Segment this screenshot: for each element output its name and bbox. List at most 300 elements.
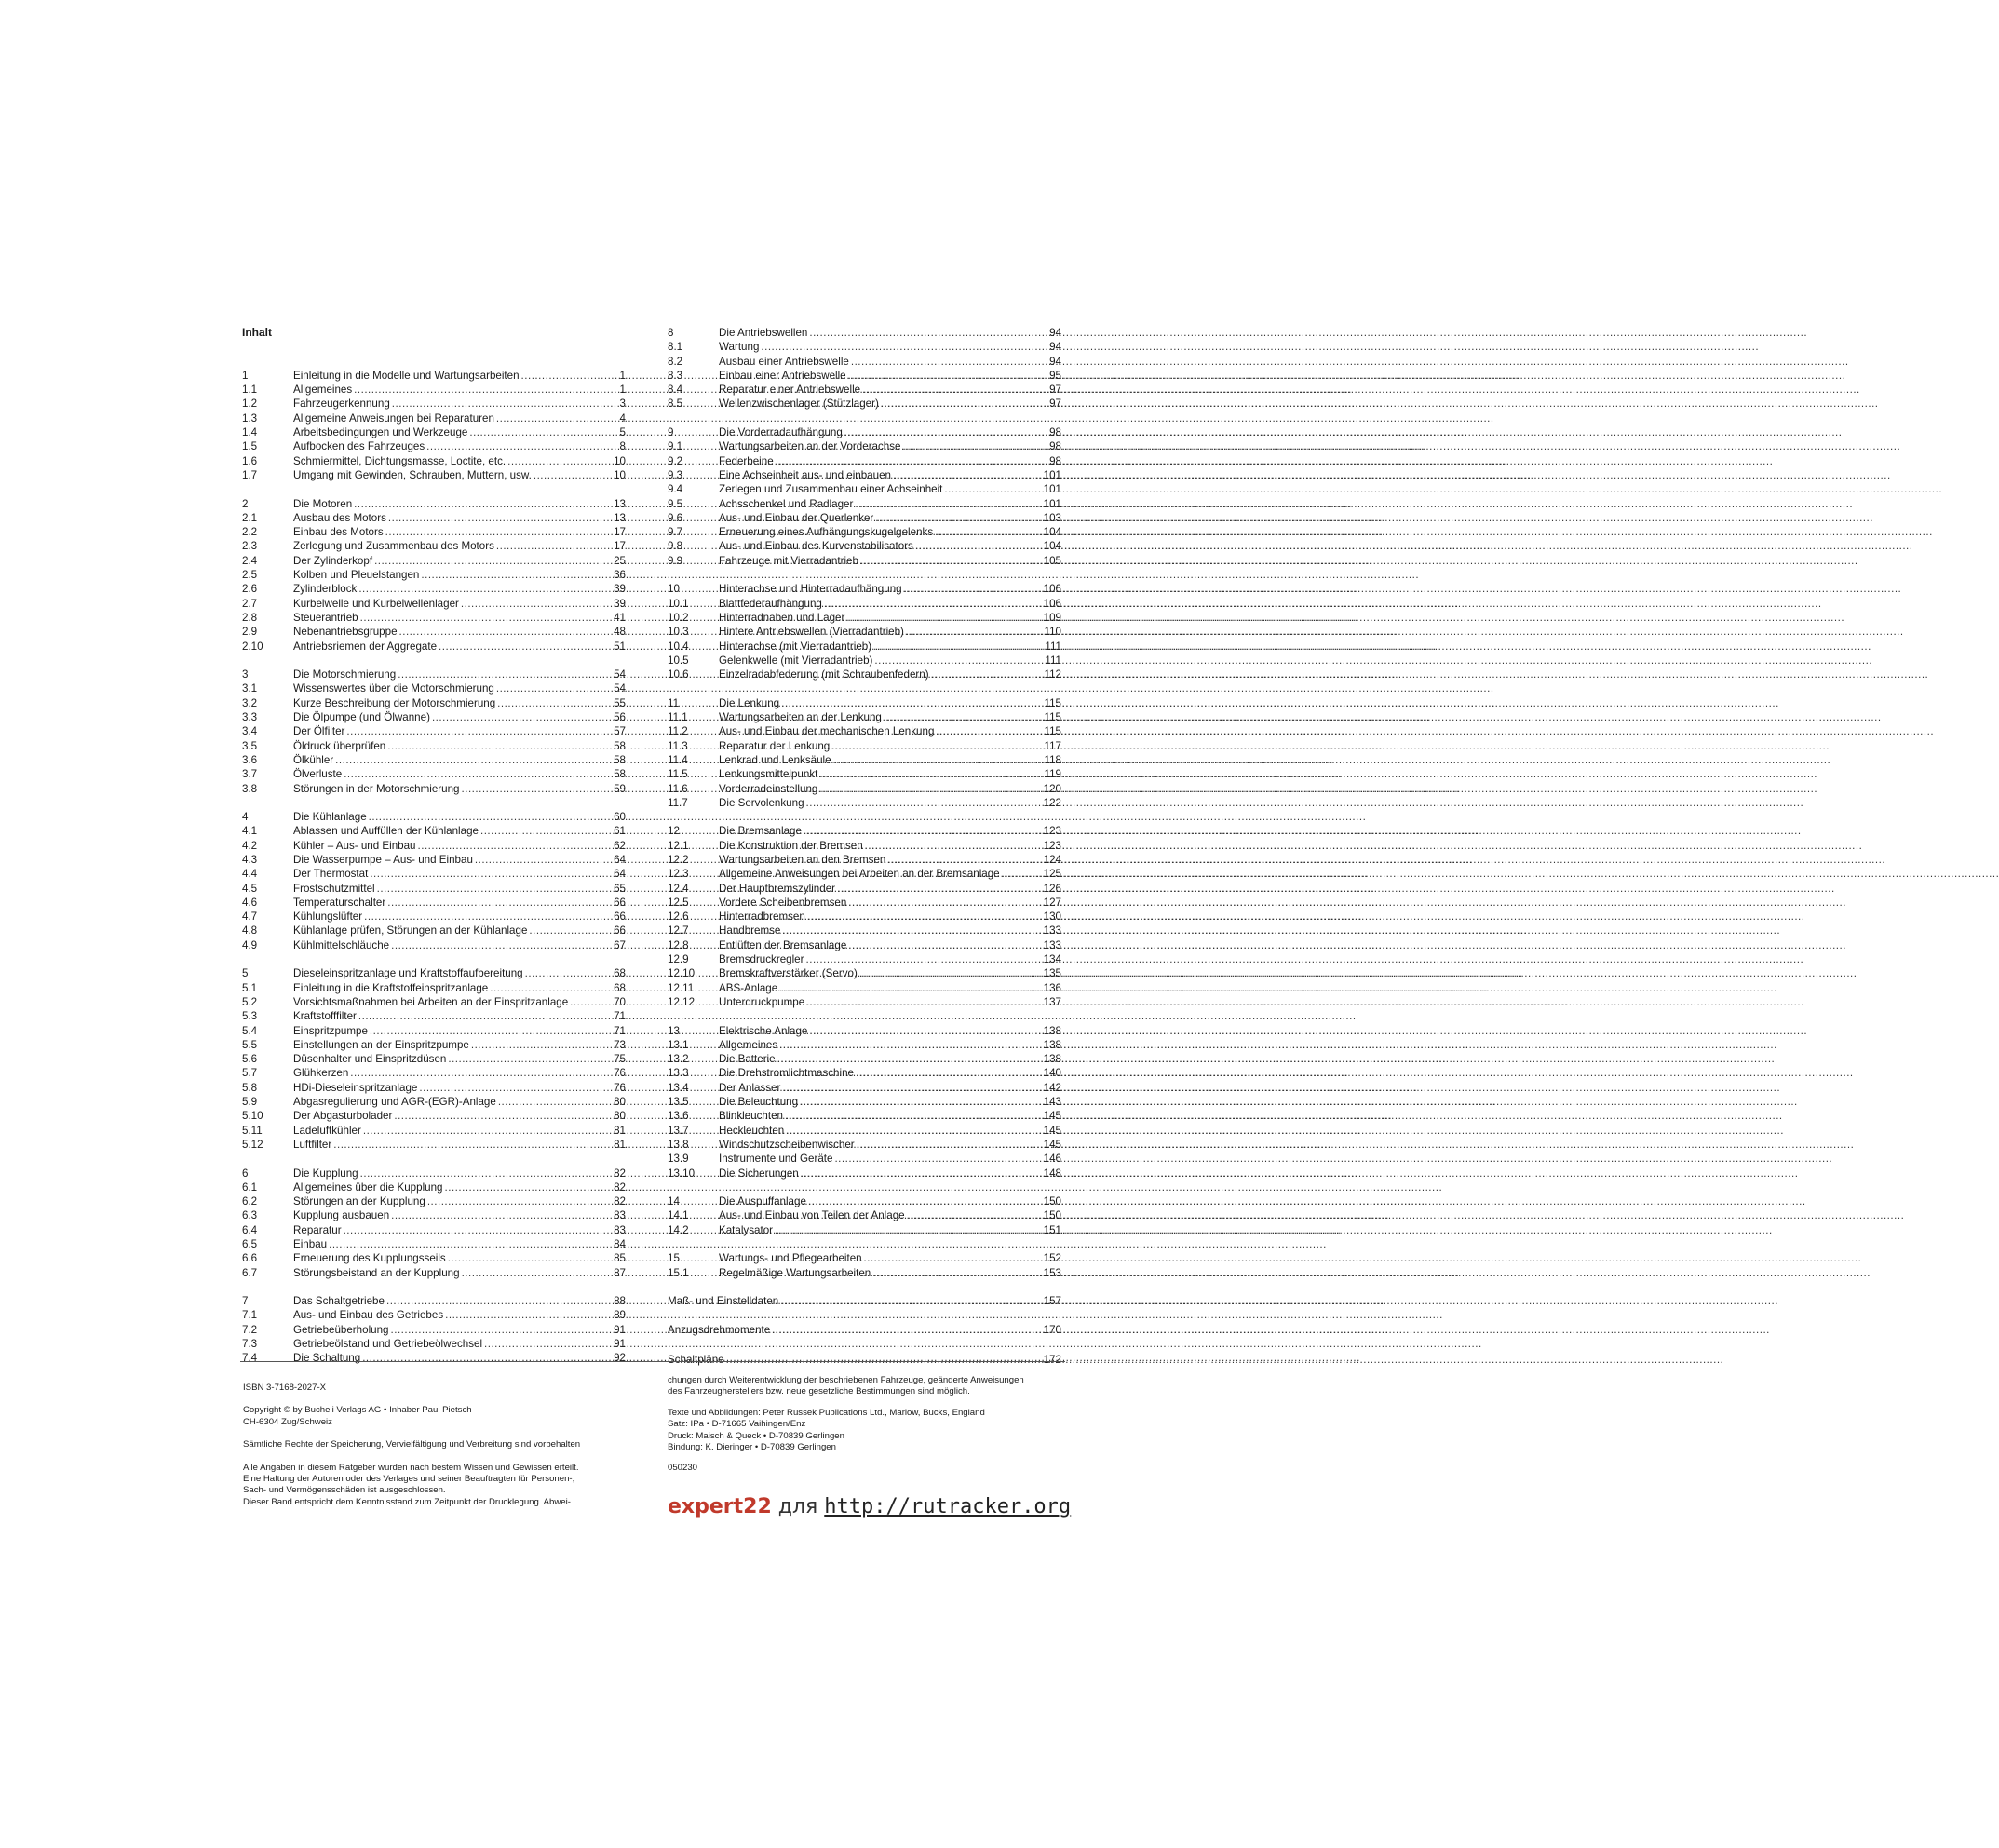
toc-entry-page: 94	[1049, 341, 1061, 354]
toc-entry	[242, 782, 626, 796]
toc-chapter	[242, 668, 626, 796]
toc-dot-leader	[872, 1266, 1041, 1280]
imprint-paragraph: ISBN 3-7168-2027-X	[243, 1383, 327, 1393]
toc-entry-page: 66	[614, 896, 626, 909]
toc-entry-number: 9.8	[668, 540, 683, 553]
toc-entry-number: 12.2	[668, 853, 689, 866]
toc-entry-title: Der Hauptbremszylinder	[719, 882, 836, 895]
toc-entry	[242, 724, 626, 738]
toc-dot-leader	[497, 696, 607, 710]
toc-entry-title: Die Drehstromlichtmaschine	[719, 1067, 854, 1080]
toc-entry-title: Aus- und Einbau von Teilen der Anlage	[719, 1209, 905, 1222]
toc-entry-page: 82	[614, 1167, 626, 1180]
imprint-left	[243, 1383, 643, 1519]
toc-entry-page: 101	[1043, 497, 1061, 510]
toc-entry-number: 9.5	[668, 497, 683, 510]
toc-entry-title: Ausbau des Motors	[293, 511, 386, 524]
toc-dot-leader	[374, 554, 607, 568]
toc-entry-number: 10.1	[668, 597, 689, 610]
toc-entry-page: 109	[1043, 611, 1061, 624]
toc-entry-number: 13.3	[668, 1067, 689, 1080]
toc-entry-title: Die Konstruktion der Bremsen	[719, 839, 863, 852]
toc-entry-title: Die Bremsanlage	[719, 825, 802, 838]
toc-entry-page: 101	[1043, 483, 1061, 496]
watermark	[668, 1495, 1071, 1518]
toc-dot-leader	[391, 938, 607, 952]
toc-entry-page: 54	[614, 668, 626, 681]
toc-dot-leader	[480, 824, 607, 838]
toc-entry-number: 11.5	[668, 768, 688, 781]
toc-entry	[242, 853, 626, 867]
watermark-brand: expert22	[668, 1495, 772, 1518]
toc-entry-page: 58	[614, 753, 626, 766]
toc-entry-title: Wartungs- und Pflegearbeiten	[719, 1252, 862, 1265]
toc-entry-number: 4.9	[242, 938, 258, 951]
toc-entry-page: 54	[614, 682, 626, 695]
toc-entry-title: Schmiermittel, Dichtungsmasse, Loctite, etc.	[293, 454, 507, 467]
toc-entry-number: 5.9	[242, 1096, 258, 1109]
toc-appendix-entry	[668, 1323, 1061, 1337]
toc-entry	[242, 896, 626, 910]
toc-entry-page: 91	[614, 1338, 626, 1351]
toc-dot-leader	[346, 724, 607, 738]
toc-appendix-entry	[668, 1294, 1061, 1308]
toc-dot-leader	[421, 568, 607, 582]
toc-entry-page: 104	[1043, 540, 1061, 553]
toc-entry-title: Die Kühlanlage	[293, 811, 367, 824]
toc-entry-page: 58	[614, 739, 626, 752]
toc-entry	[242, 938, 626, 952]
toc-entry-title: Ölverluste	[293, 768, 343, 781]
toc-entry	[242, 1109, 626, 1123]
toc-entry	[668, 1052, 1061, 1066]
toc-entry-page: 97	[1049, 398, 1061, 411]
toc-entry-number: 1.1	[242, 384, 258, 397]
toc-dot-leader	[484, 1337, 607, 1351]
toc-entry-page: 83	[614, 1209, 626, 1222]
toc-entry-title: Instrumente und Geräte	[719, 1153, 833, 1166]
toc-dot-leader	[398, 668, 607, 681]
toc-entry-number: 5.8	[242, 1081, 258, 1094]
toc-entry-number: 9.6	[668, 511, 683, 524]
toc-entry-number: 6.4	[242, 1223, 258, 1236]
toc-entry-number: 2.6	[242, 583, 258, 596]
toc-entry-title: Die Schaltung	[293, 1352, 361, 1365]
toc-entry-title: Wartungsarbeiten an der Lenkung	[719, 711, 882, 724]
toc-entry-title: Blinkleuchten	[719, 1110, 783, 1123]
toc-entry-title: Vorderradeinstellung	[719, 782, 818, 795]
toc-entry-title: Einbau einer Antriebswelle	[719, 369, 846, 382]
toc-dot-leader	[498, 1095, 607, 1109]
toc-appendix-list	[668, 1294, 1061, 1367]
toc-entry	[242, 981, 626, 995]
toc-entry-number: 8.1	[668, 341, 683, 354]
toc-entry-title: Entlüften der Bremsanlage	[719, 938, 847, 951]
toc-entry-number: 6.1	[242, 1180, 258, 1194]
toc-dot-leader	[354, 497, 607, 511]
toc-entry-number: 7	[242, 1295, 249, 1308]
toc-entry-page: 25	[614, 554, 626, 567]
toc-dot-leader	[848, 938, 1041, 952]
toc-dot-leader	[529, 924, 607, 937]
toc-entry-number: 9.3	[668, 468, 683, 481]
toc-dot-leader	[329, 1237, 607, 1251]
toc-dot-leader	[848, 369, 1043, 383]
toc-dot-leader	[471, 1038, 607, 1052]
toc-entry-page: 64	[614, 868, 626, 881]
toc-entry-page: 150	[1043, 1195, 1061, 1208]
toc-entry-title: Erneuerung eines Aufhängungskugelgelenks	[719, 526, 934, 539]
toc-dot-leader	[844, 425, 1043, 439]
toc-entry	[242, 1038, 626, 1052]
toc-entry-number: 13.6	[668, 1110, 689, 1123]
toc-entry-number: 3.7	[242, 768, 258, 781]
toc-entry-page: 112	[1044, 668, 1061, 681]
toc-entry-title: Fahrzeuge mit Vierradantrieb	[719, 554, 858, 567]
toc-dot-leader	[360, 1167, 607, 1180]
toc-entry-page: 140	[1043, 1067, 1061, 1080]
toc-entry	[668, 439, 1061, 453]
toc-entry-number: 12.4	[668, 882, 689, 895]
toc-entry-title: Erneuerung des Kupplungsseils	[293, 1252, 446, 1265]
toc-entry-number: 1.6	[242, 454, 258, 467]
toc-entry	[668, 611, 1061, 625]
toc-entry	[242, 839, 626, 853]
toc-entry-page: 115	[1044, 696, 1061, 709]
toc-entry-number: 12.9	[668, 953, 689, 966]
toc-dot-leader	[834, 1152, 1041, 1166]
toc-entry-page: 48	[614, 626, 626, 639]
toc-entry-page: 123	[1043, 825, 1061, 838]
toc-entry	[242, 1009, 626, 1023]
toc-entry-title: Einbau	[293, 1238, 328, 1250]
toc-dot-leader	[831, 739, 1042, 753]
toc-dot-leader	[806, 995, 1042, 1009]
toc-entry-title: Kraftstofffilter	[293, 1010, 357, 1023]
toc-entry-title: Aus- und Einbau der Querlenker	[719, 511, 874, 524]
toc-entry	[668, 640, 1061, 654]
toc-title: Inhalt	[242, 326, 272, 339]
toc-entry	[242, 966, 626, 980]
toc-entry-number: 14	[668, 1195, 680, 1208]
toc-chapter	[242, 1167, 626, 1280]
toc-entry-number: 6.7	[242, 1266, 258, 1279]
toc-entry-title: Einspritzpumpe	[293, 1024, 368, 1037]
toc-dot-leader	[344, 1223, 607, 1237]
toc-dot-leader	[936, 724, 1042, 738]
toc-dot-leader	[857, 1138, 1042, 1152]
toc-entry-title: Aufbocken des Fahrzeuges	[293, 440, 425, 453]
toc-entry-page: 41	[614, 611, 626, 624]
toc-entry-title: Lenkungsmittelpunkt	[719, 768, 818, 781]
toc-entry-page: 10	[614, 468, 626, 481]
toc-entry-title: Ablassen und Auffüllen der Kühlanlage	[293, 825, 479, 838]
toc-dot-leader	[780, 1294, 1041, 1308]
toc-entry-number: 5.2	[242, 995, 258, 1008]
toc-entry-page: 3	[619, 398, 626, 411]
toc-entry-title: Allgemeines über die Kupplung	[293, 1180, 443, 1194]
toc-entry-number: 13.2	[668, 1053, 689, 1066]
toc-entry-title: Windschutzscheibenwischer	[719, 1138, 855, 1151]
toc-entry-title: Die Kupplung	[293, 1167, 358, 1180]
toc-entry-number: 12.6	[668, 911, 689, 924]
toc-entry-page: 137	[1043, 995, 1061, 1008]
toc-dot-leader	[862, 383, 1043, 397]
toc-entry-title: Luftfilter	[293, 1138, 332, 1151]
toc-entry-page: 111	[1045, 654, 1061, 667]
toc-entry	[668, 824, 1061, 838]
toc-entry-page: 87	[614, 1266, 626, 1279]
toc-entry-page: 68	[614, 981, 626, 994]
toc-entry	[668, 767, 1061, 781]
toc-entry	[668, 1167, 1061, 1180]
toc-entry-number: 11.4	[668, 753, 688, 766]
toc-dot-leader	[426, 439, 607, 453]
toc-entry-page: 82	[614, 1195, 626, 1208]
toc-entry	[242, 1251, 626, 1265]
toc-entry-page: 151	[1043, 1223, 1061, 1236]
toc-dot-leader	[944, 482, 1041, 496]
toc-entry-title: Wartungsarbeiten an der Vorderachse	[719, 440, 901, 453]
toc-entry-title: Einstellungen an der Einspritzpumpe	[293, 1038, 469, 1051]
toc-entry-number: 2.9	[242, 626, 258, 639]
toc-entry-number: 8.3	[668, 369, 683, 382]
toc-entry-title: Die Lenkung	[719, 696, 780, 709]
toc-dot-leader	[808, 1194, 1042, 1208]
toc-entry	[242, 1237, 626, 1251]
toc-entry-title: Unterdruckpumpe	[719, 995, 805, 1008]
toc-dot-leader	[903, 439, 1044, 453]
toc-entry-title: Düsenhalter und Einspritzdüsen	[293, 1053, 447, 1066]
toc-entry-number: 1	[242, 369, 249, 382]
toc-dot-leader	[394, 1109, 607, 1123]
toc-entry-number: 6.2	[242, 1195, 258, 1208]
toc-entry-number: 7.1	[242, 1309, 258, 1322]
toc-dot-leader	[369, 810, 607, 824]
toc-dot-leader	[534, 468, 607, 482]
toc-entry-page: 117	[1044, 739, 1061, 752]
toc-entry-number: 13	[668, 1024, 680, 1037]
toc-entry-title: Kühlungslüfter	[293, 911, 363, 924]
toc-entry-number: 1.7	[242, 468, 258, 481]
toc-dot-leader	[851, 355, 1043, 369]
toc-entry-title: Allgemeine Anweisungen bei Arbeiten an der Bremsanlage	[719, 868, 1000, 881]
toc-entry	[668, 910, 1061, 924]
toc-entry-title: Wellenzwischenlager (Stützlager)	[719, 398, 879, 411]
toc-chapter	[668, 425, 1061, 568]
toc-entry	[668, 882, 1061, 896]
toc-entry	[668, 867, 1061, 881]
toc-entry	[668, 497, 1061, 511]
toc-entry-title: Kühler – Aus- und Einbau	[293, 839, 416, 852]
toc-dot-leader	[419, 1081, 607, 1095]
toc-entry-page: 58	[614, 768, 626, 781]
toc-entry-page: 125	[1043, 868, 1061, 881]
toc-entry-page: 106	[1043, 597, 1061, 610]
toc-dot-leader	[824, 597, 1042, 611]
toc-dot-leader	[893, 468, 1042, 482]
toc-entry-number: 13.7	[668, 1124, 689, 1137]
toc-entry-page: 13	[614, 497, 626, 510]
toc-entry-page: 8	[619, 440, 626, 453]
toc-entry	[668, 1138, 1061, 1152]
toc-dot-leader	[363, 1124, 607, 1138]
toc-dot-leader	[856, 1066, 1042, 1080]
toc-entry-number: 5.12	[242, 1138, 263, 1151]
toc-entry-title: Zerlegung und Zusammenbau des Motors	[293, 540, 494, 553]
toc-entry	[242, 640, 626, 654]
toc-entry-page: 81	[614, 1124, 626, 1137]
toc-dot-leader	[521, 369, 607, 383]
toc-entry-number: 4.8	[242, 924, 258, 937]
toc-entry-title: Anzugsdrehmomente	[668, 1324, 771, 1337]
toc-entry	[668, 1095, 1061, 1109]
toc-dot-leader	[904, 582, 1042, 596]
toc-entry	[242, 568, 626, 582]
toc-entry	[668, 782, 1061, 796]
toc-dot-leader	[907, 1208, 1042, 1222]
toc-entry-title: Die Vorderradaufhängung	[719, 426, 843, 439]
toc-entry-number: 4.3	[242, 853, 258, 866]
toc-entry-title: Aus- und Einbau des Kurvenstabilisators	[719, 540, 913, 553]
divider-rule	[240, 1361, 1065, 1362]
toc-entry-number: 5.4	[242, 1024, 258, 1037]
toc-entry-title: Kurbelwelle und Kurbelwellenlager	[293, 597, 459, 610]
toc-entry-title: Die Ölpumpe (und Ölwanne)	[293, 711, 430, 724]
toc-entry-title: Katalysator	[719, 1223, 773, 1236]
toc-dot-leader	[333, 1138, 607, 1152]
toc-entry-number: 9.9	[668, 554, 683, 567]
toc-entry-title: Zylinderblock	[293, 583, 358, 596]
toc-entry-number: 3.3	[242, 711, 258, 724]
toc-entry-title: Allgemeines	[293, 384, 353, 397]
toc-dot-leader	[377, 882, 607, 896]
toc-dot-leader	[475, 853, 607, 867]
toc-dot-leader	[881, 397, 1043, 411]
toc-dot-leader	[418, 839, 608, 853]
toc-entry-title: Einleitung in die Modelle und Wartungsarbeiten	[293, 369, 520, 382]
toc-entry	[668, 511, 1061, 525]
toc-entry-page: 71	[614, 1010, 626, 1023]
watermark-link[interactable]: http://rutracker.org	[824, 1495, 1072, 1518]
toc-entry	[668, 853, 1061, 867]
toc-dot-leader	[776, 454, 1043, 468]
toc-entry-number: 1.4	[242, 426, 258, 439]
toc-entry-number: 1.5	[242, 440, 258, 453]
toc-entry-title: Kupplung ausbauen	[293, 1209, 390, 1222]
toc-entry-title: Allgemeines	[719, 1038, 778, 1051]
toc-entry-title: Arbeitsbedingungen und Werkzeuge	[293, 426, 468, 439]
toc-entry-page: 13	[614, 511, 626, 524]
toc-entry	[668, 839, 1061, 853]
toc-entry	[242, 554, 626, 568]
toc-entry-title: Glühkerzen	[293, 1067, 349, 1080]
toc-entry-number: 5.10	[242, 1110, 263, 1123]
toc-entry-title: Hinterachse und Hinterradaufhängung	[719, 583, 902, 596]
toc-entry-title: Gelenkwelle (mit Vierradantrieb)	[719, 654, 873, 667]
toc-entry-page: 97	[1049, 384, 1061, 397]
toc-entry-title: Zerlegen und Zusammenbau einer Achseinheit	[719, 483, 943, 496]
toc-entry-page: 59	[614, 782, 626, 795]
imprint-paragraph: Texte und Abbildungen: Peter Russek Publications Ltd., Marlow, Bucks, England Satz: IPa • D-71665 Vaihingen/Enz Druck: Maisch & Queck • D-70839 Gerlingen Bindung: K. Dieringer • D-70839 Gerlingen	[668, 1407, 985, 1453]
toc-entry-title: Elektrische Anlage	[719, 1024, 808, 1037]
toc-entry-number: 10	[668, 583, 680, 596]
toc-entry-page: 66	[614, 924, 626, 937]
toc-dot-leader	[833, 753, 1043, 767]
toc-entry-page: 150	[1043, 1209, 1061, 1222]
toc-entry-title: Abgasregulierung und AGR-(EGR)-Anlage	[293, 1096, 496, 1109]
toc-entry	[668, 1024, 1061, 1038]
toc-entry-number: 2.3	[242, 540, 258, 553]
toc-entry-page: 145	[1043, 1110, 1061, 1123]
watermark-middle: для	[771, 1495, 825, 1518]
toc-entry-number: 2	[242, 497, 249, 510]
toc-entry-number: 10.3	[668, 626, 689, 639]
toc-chapter	[668, 1024, 1061, 1180]
toc-dot-leader	[809, 1024, 1041, 1038]
toc-entry-number: 2.8	[242, 611, 258, 624]
toc-entry	[242, 439, 626, 453]
toc-entry	[242, 867, 626, 881]
toc-entry-title: Die Beleuchtung	[719, 1096, 799, 1109]
toc-dot-leader	[399, 625, 607, 639]
toc-entry	[242, 767, 626, 781]
toc-entry-number: 1.3	[242, 411, 258, 425]
toc-entry	[242, 411, 626, 425]
toc-entry-number: 12.5	[668, 896, 689, 909]
toc-dot-leader	[344, 767, 607, 781]
toc-dot-leader	[432, 710, 607, 724]
toc-entry-page: 127	[1043, 896, 1061, 909]
toc-entry-page: 134	[1043, 953, 1061, 966]
toc-entry	[668, 355, 1061, 369]
toc-entry-number: 4.1	[242, 825, 258, 838]
toc-entry-number: 9.2	[668, 454, 683, 467]
toc-entry-title: Hinterradnaben und Lager	[719, 611, 845, 624]
toc-entry-page: 85	[614, 1252, 626, 1265]
toc-entry-number: 7.4	[242, 1352, 258, 1365]
toc-dot-leader	[496, 411, 607, 425]
toc-entry-number: 15.1	[668, 1266, 689, 1279]
toc-entry	[668, 952, 1061, 966]
toc-entry	[242, 397, 626, 411]
toc-entry-number: 12.1	[668, 839, 689, 852]
toc-entry	[668, 340, 1061, 354]
toc-entry-title: Antriebsriemen der Aggregate	[293, 640, 438, 653]
toc-chapter	[242, 497, 626, 654]
toc-entry-number: 3.6	[242, 753, 258, 766]
toc-entry-page: 39	[614, 583, 626, 596]
toc-chapter	[242, 966, 626, 1152]
toc-entry-title: Kurze Beschreibung der Motorschmierung	[293, 696, 496, 709]
toc-entry-page: 119	[1044, 768, 1061, 781]
toc-entry	[668, 995, 1061, 1009]
toc-dot-leader	[855, 497, 1041, 511]
toc-entry	[242, 1024, 626, 1038]
toc-entry-title: Steuerantrieb	[293, 611, 358, 624]
toc-entry	[242, 525, 626, 539]
toc-entry-number: 4	[242, 811, 249, 824]
toc-entry-page: 143	[1043, 1096, 1061, 1109]
toc-entry-page: 4	[619, 411, 626, 425]
toc-dot-leader	[387, 739, 607, 753]
toc-dot-leader	[448, 1052, 607, 1066]
toc-entry	[242, 824, 626, 838]
toc-entry-title: Vordere Scheibenbremsen	[719, 896, 847, 909]
toc-entry-title: Reparatur	[293, 1223, 342, 1236]
toc-entry-page: 145	[1043, 1138, 1061, 1151]
toc-entry	[668, 482, 1061, 496]
